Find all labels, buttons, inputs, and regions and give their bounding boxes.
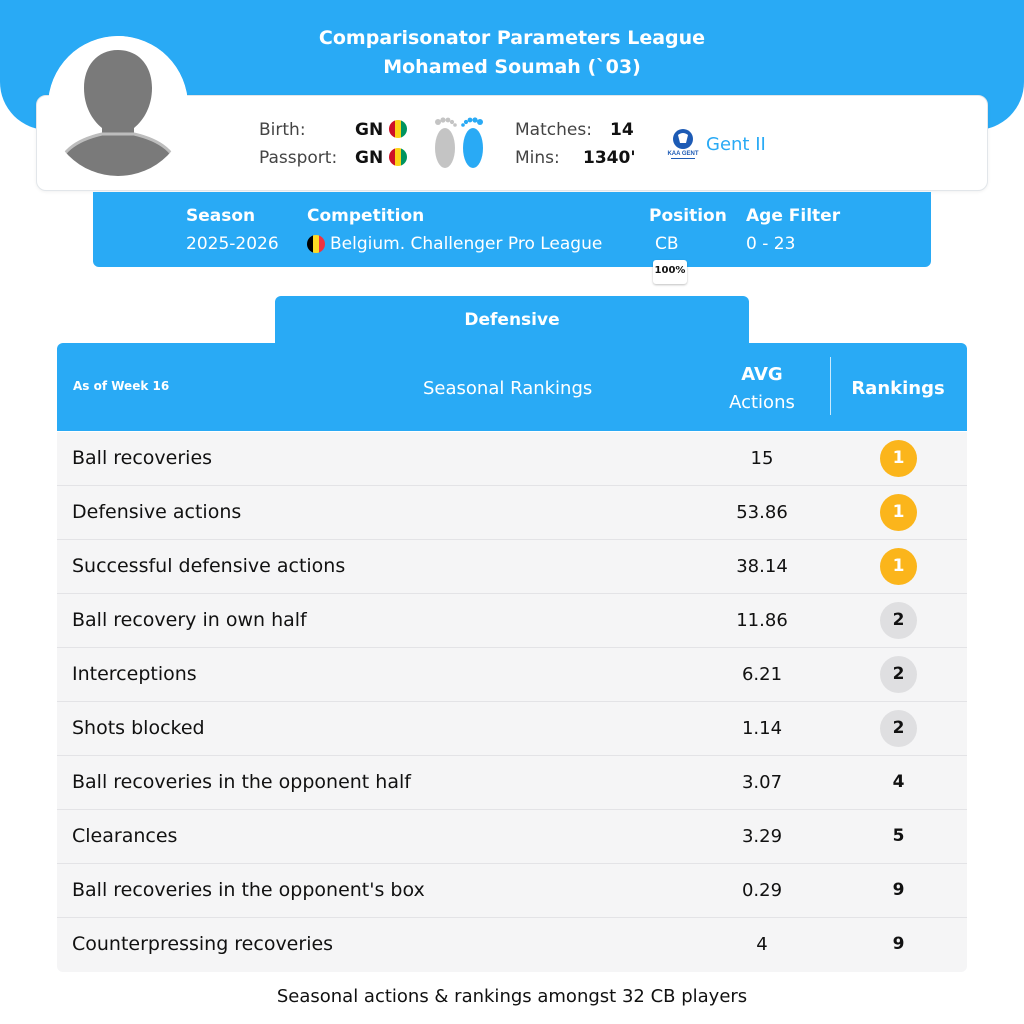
competition-label: Competition bbox=[307, 206, 425, 226]
birth-country: GN bbox=[355, 120, 384, 140]
stat-name: Clearances bbox=[72, 825, 178, 847]
player-name: Mohamed Soumah (`03) bbox=[383, 56, 641, 78]
stat-value: 53.86 bbox=[736, 502, 788, 523]
club-name[interactable]: Gent II bbox=[706, 134, 766, 155]
rank-badge: 2 bbox=[880, 602, 917, 639]
actions-header: Actions bbox=[729, 392, 795, 413]
table-row bbox=[57, 486, 967, 540]
rank-badge: 4 bbox=[892, 772, 905, 792]
club-logo bbox=[667, 127, 699, 163]
rank-badge: 9 bbox=[892, 934, 905, 954]
stat-name: Ball recovery in own half bbox=[72, 609, 307, 631]
stat-value: 4 bbox=[756, 934, 768, 955]
position-value[interactable]: CB bbox=[655, 234, 679, 254]
guinea-flag-icon bbox=[389, 120, 407, 138]
table-row bbox=[57, 810, 967, 864]
page-title: Comparisonator Parameters League bbox=[318, 27, 706, 49]
table-row bbox=[57, 702, 967, 756]
avatar bbox=[48, 36, 188, 176]
stat-value: 11.86 bbox=[736, 610, 788, 631]
footedness-icon bbox=[428, 114, 490, 174]
tab-defensive[interactable]: Defensive bbox=[275, 296, 749, 352]
rank-badge: 1 bbox=[880, 494, 917, 531]
rank-badge: 2 bbox=[880, 656, 917, 693]
week-label: As of Week 16 bbox=[73, 379, 170, 393]
stat-value: 3.29 bbox=[741, 826, 783, 847]
stat-name: Counterpressing recoveries bbox=[72, 933, 334, 955]
rank-badge: 9 bbox=[892, 880, 905, 900]
stat-name: Successful defensive actions bbox=[72, 555, 346, 577]
matches-value: 14 bbox=[610, 120, 634, 140]
stat-name: Shots blocked bbox=[72, 717, 205, 739]
table-row bbox=[57, 864, 967, 918]
stat-name: Defensive actions bbox=[72, 501, 242, 523]
rankings-header: Rankings bbox=[851, 378, 945, 399]
age-filter-label: Age Filter bbox=[746, 206, 841, 226]
table-row bbox=[57, 648, 967, 702]
stat-value: 1.14 bbox=[741, 718, 783, 739]
stats-table bbox=[57, 432, 967, 972]
table-title: Seasonal Rankings bbox=[423, 378, 593, 399]
belgium-flag-icon bbox=[307, 235, 325, 253]
season-label: Season bbox=[186, 206, 256, 226]
matches-label: Matches: bbox=[515, 120, 592, 140]
stat-value: 38.14 bbox=[736, 556, 788, 577]
table-row bbox=[57, 756, 967, 810]
stat-name: Ball recoveries in the opponent half bbox=[72, 771, 411, 793]
avg-header: AVG bbox=[741, 364, 783, 385]
table-row bbox=[57, 918, 967, 972]
season-value[interactable]: 2025-2026 bbox=[186, 234, 279, 254]
position-label: Position bbox=[649, 206, 727, 226]
stat-value: 6.21 bbox=[741, 664, 783, 685]
competition-value[interactable]: Belgium. Challenger Pro League bbox=[330, 234, 603, 254]
stat-value: 3.07 bbox=[741, 772, 783, 793]
age-filter-value[interactable]: 0 - 23 bbox=[746, 234, 796, 254]
table-row bbox=[57, 540, 967, 594]
stat-value: 15 bbox=[750, 448, 774, 469]
guinea-flag-icon bbox=[389, 148, 407, 166]
passport-label: Passport: bbox=[259, 148, 338, 168]
table-row bbox=[57, 594, 967, 648]
rank-badge: 1 bbox=[880, 548, 917, 585]
stat-value: 0.29 bbox=[741, 880, 783, 901]
minutes-value: 1340' bbox=[583, 148, 636, 168]
rank-badge: 5 bbox=[892, 826, 905, 846]
svg-text:KAA GENT: KAA GENT bbox=[667, 151, 699, 157]
table-row bbox=[57, 432, 967, 486]
stat-name: Interceptions bbox=[72, 663, 197, 685]
birth-label: Birth: bbox=[259, 120, 306, 140]
rank-badge: 2 bbox=[880, 710, 917, 747]
footer-note: Seasonal actions & rankings amongst 32 CB players bbox=[276, 986, 748, 1007]
passport-country: GN bbox=[355, 148, 384, 168]
filter-bar bbox=[93, 192, 931, 267]
position-percentage-badge: 100% bbox=[653, 260, 687, 284]
minutes-label: Mins: bbox=[515, 148, 560, 168]
rank-badge: 1 bbox=[880, 440, 917, 477]
header-divider bbox=[830, 357, 831, 415]
stat-name: Ball recoveries bbox=[72, 447, 213, 469]
stat-name: Ball recoveries in the opponent's box bbox=[72, 879, 425, 901]
table-header bbox=[57, 343, 967, 431]
